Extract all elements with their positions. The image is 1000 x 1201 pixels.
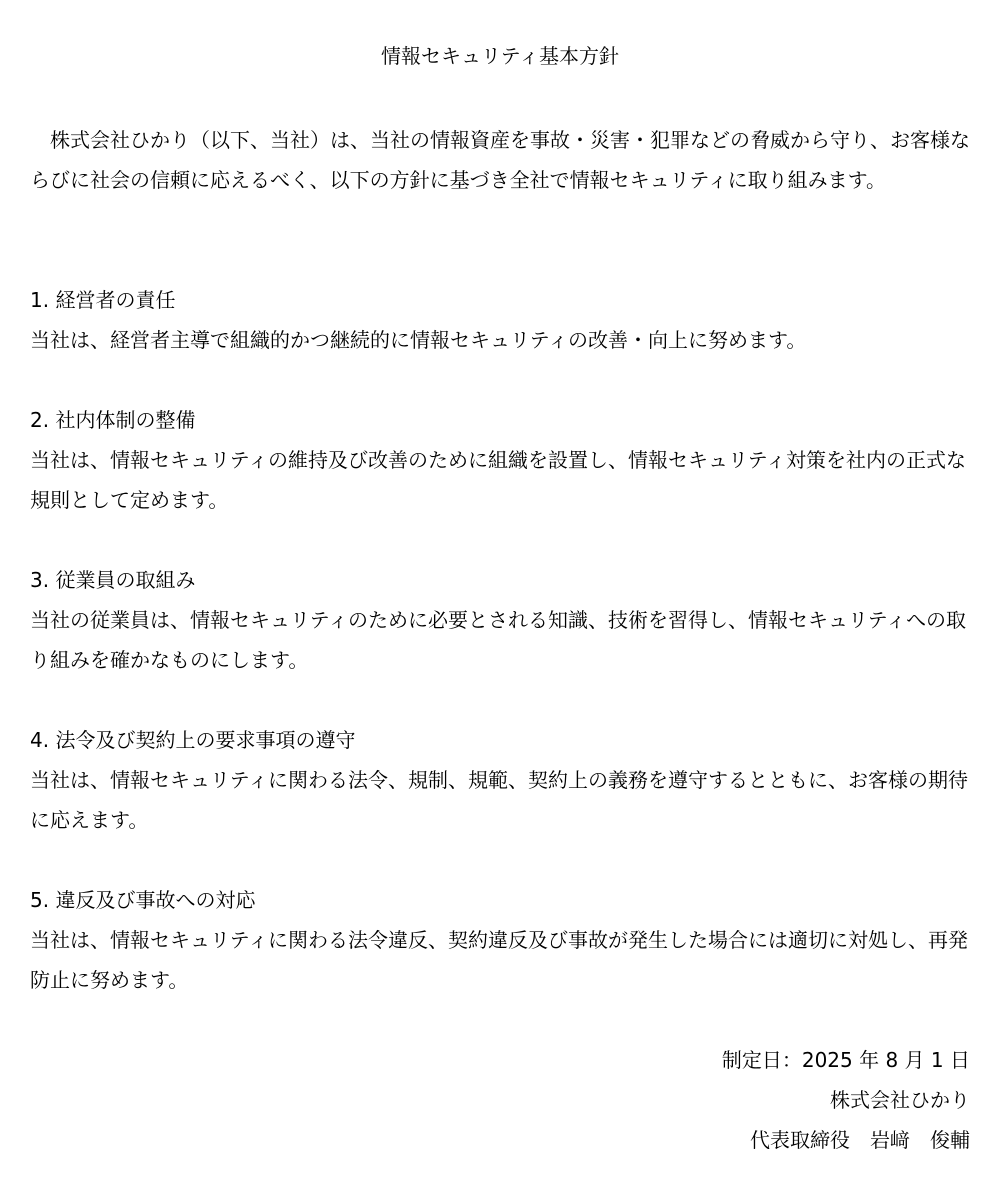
signature-block: [722, 1040, 970, 1160]
policy-section-5: [30, 880, 975, 1000]
section-body: 当社は、情報セキュリティの維持及び改善のために組織を設置し、情報セキュリティ対策を社内の正式な規則として定めます。: [30, 448, 966, 512]
policy-section-1: [30, 280, 975, 360]
policy-section-3: [30, 560, 975, 680]
document-title: 情報セキュリティ基本方針: [381, 44, 619, 68]
section-body: 当社は、情報セキュリティに関わる法令、規制、規範、契約上の義務を遵守するとともに、お客様の期待に応えます。: [30, 768, 968, 832]
section-heading: 2. 社内体制の整備: [30, 408, 196, 432]
section-heading: 5. 違反及び事故への対応: [30, 888, 256, 912]
policy-section-4: [30, 720, 975, 840]
section-body: 当社の従業員は、情報セキュリティのために必要とされる知識、技術を習得し、情報セキュリティへの取り組みを確かなものにします。: [30, 608, 966, 672]
section-body: 当社は、経営者主導で組織的かつ継続的に情報セキュリティの改善・向上に努めます。: [30, 328, 807, 352]
section-heading: 3. 従業員の取組み: [30, 568, 196, 592]
section-body: 当社は、情報セキュリティに関わる法令違反、契約違反及び事故が発生した場合には適切に対処し、再発防止に努めます。: [30, 928, 968, 992]
representative-name: 代表取締役 岩﨑 俊輔: [750, 1128, 970, 1152]
section-heading: 1. 経営者の責任: [30, 288, 176, 312]
section-heading: 4. 法令及び契約上の要求事項の遵守: [30, 728, 356, 752]
policy-section-2: [30, 400, 975, 520]
company-name: 株式会社ひかり: [830, 1088, 970, 1112]
intro-paragraph: 株式会社ひかり（以下、当社）は、当社の情報資産を事故・災害・犯罪などの脅威から守り、お客様ならびに社会の信頼に応えるべく、以下の方針に基づき全社で情報セキュリティに取り組みます。: [30, 128, 970, 192]
established-date: 制定日：2025 年 8 月 1 日: [721, 1048, 970, 1072]
